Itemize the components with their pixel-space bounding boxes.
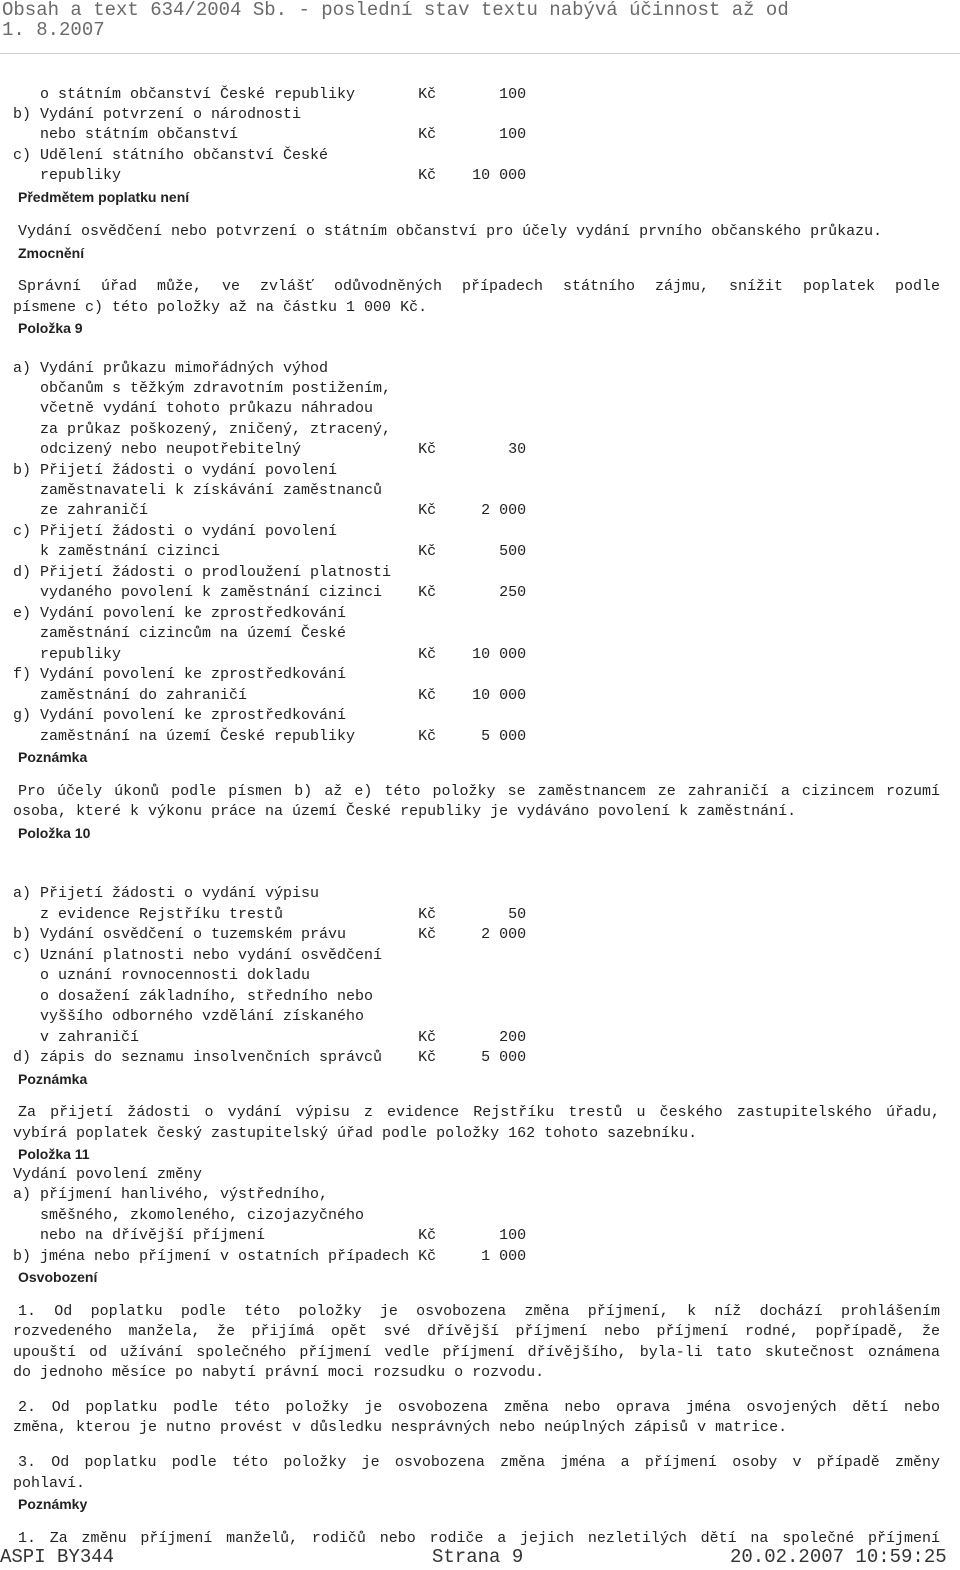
text-line: vybírá poplatek český zastupitelský úřad podle položky 162 tohoto sazebníku. [13, 1125, 698, 1142]
section-heading: Poznámka [18, 749, 88, 765]
text-line: b) Vydání osvědčení o tuzemském právu Kč 2 000 [13, 926, 527, 943]
text-line: d) zápis do seznamu insolvenčních správců Kč 5 000 [13, 1049, 527, 1066]
text-line: 1. Od poplatku podle této položky je osvobozena změna příjmení, k níž dochází prohlášením [18, 1303, 940, 1320]
section-heading: Položka 11 [18, 1146, 90, 1162]
text-line: g) Vydání povolení ke zprostředkování [13, 707, 347, 724]
text-line: nebo na dřívější příjmení Kč 100 [13, 1227, 527, 1244]
header-divider [0, 53, 960, 54]
text-line: 1. Za změnu příjmení manželů, rodičů nebo rodiče a jejich nezletilých dětí na společné příjmení [18, 1530, 940, 1547]
text-line: zaměstnání cizincům na území České [13, 625, 347, 642]
text-line: odcizený nebo neupotřebitelný Kč 30 [13, 441, 527, 458]
text-line: ze zahraničí Kč 2 000 [13, 502, 527, 519]
text-line: směšného, zkomoleného, cizojazyčného [13, 1207, 365, 1224]
text-line: zaměstnavateli k získávání zaměstnanců [13, 482, 383, 499]
text-line: f) Vydání povolení ke zprostředkování [13, 666, 347, 683]
section-heading: Položka 10 [18, 825, 91, 841]
text-line: změna, kterou je nutno provést v důsledku nesprávných nebo neúplných zápisů v matrice. [13, 1419, 788, 1436]
text-line: pohlaví. [13, 1475, 86, 1492]
text-line: republiky Kč 10 000 [13, 646, 527, 663]
text-line: osoba, které k výkonu práce na území České republiky je vydáváno povolení k zaměstnání. [13, 803, 797, 820]
text-line: b) jména nebo příjmení v ostatních případech Kč 1 000 [13, 1248, 527, 1265]
text-line: vydaného povolení k zaměstnání cizinci Kč 250 [13, 584, 527, 601]
text-line: b) Vydání potvrzení o národnosti [13, 106, 302, 123]
text-line: o státním občanství České republiky Kč 100 [13, 86, 527, 103]
text-line: d) Přijetí žádosti o prodloužení platnosti [13, 564, 392, 581]
text-line: republiky Kč 10 000 [13, 167, 527, 184]
text-line: Vydání osvědčení nebo potvrzení o státním občanství pro účely vydání prvního občanského průkazu. [18, 223, 883, 240]
section-heading: Zmocnění [18, 245, 85, 261]
section-heading: Osvobození [18, 1269, 98, 1285]
text-line: za průkaz poškozený, zničený, ztracený, [13, 421, 392, 438]
text-line: z evidence Rejstříku trestů Kč 50 [13, 906, 527, 923]
text-line: zaměstnání do zahraničí Kč 10 000 [13, 687, 527, 704]
text-line: 2. Od poplatku podle této položky je osvobozena změna nebo oprava jména osvojených dětí nebo [18, 1399, 940, 1416]
text-line: do jednoho měsíce po nabytí právní moci rozsudku o rozvodu. [13, 1364, 545, 1381]
document-header-title: Obsah a text 634/2004 Sb. - poslední stav textu nabývá účinnost až od 1. 8.2007 [2, 0, 789, 41]
text-line: nebo státním občanství Kč 100 [13, 126, 527, 143]
text-line: c) Uznání platnosti nebo vydání osvědčení [13, 947, 383, 964]
text-line: 3. Od poplatku podle této položky je osvobozena změna jména a příjmení osoby v případě změny [18, 1454, 940, 1471]
text-line: občanům s těžkým zdravotním postižením, [13, 380, 392, 397]
text-line: k zaměstnání cizinci Kč 500 [13, 543, 527, 560]
section-heading: Poznámky [18, 1496, 88, 1512]
text-line: b) Přijetí žádosti o vydání povolení [13, 462, 338, 479]
text-line: a) Vydání průkazu mimořádných výhod [13, 360, 329, 377]
footer-document-id: ASPI BY344 [0, 1546, 115, 1568]
text-line: zaměstnání na území České republiky Kč 5 000 [13, 728, 527, 745]
section-heading: Poznámka [18, 1071, 88, 1087]
text-line: c) Udělení státního občanství České [13, 147, 329, 164]
text-line: včetně vydání tohoto průkazu náhradou [13, 400, 374, 417]
text-line: o dosažení základního, středního nebo [13, 988, 374, 1005]
text-line: v zahraničí Kč 200 [13, 1029, 527, 1046]
text-line: Vydání povolení změny [13, 1166, 203, 1183]
text-line: upouští od užívání společného příjmení vedle příjmení dřívějšího, byla-li tato skutečnost oznámena [13, 1344, 940, 1361]
text-line: a) Přijetí žádosti o vydání výpisu [13, 885, 320, 902]
text-line: o uznání rovnocennosti dokladu [13, 967, 311, 984]
text-line: rozvedeného manžela, že přijímá opět své dřívější příjmení nebo příjmení rodné, popřípadě, že [13, 1323, 940, 1340]
text-line: vyššího odborného vzdělání získaného [13, 1008, 365, 1025]
text-line: písmene c) této položky až na částku 1 000 Kč. [13, 299, 428, 316]
section-heading: Předmětem poplatku není [18, 189, 190, 205]
text-line: a) příjmení hanlivého, výstředního, [13, 1186, 329, 1203]
text-line: Za přijetí žádosti o vydání výpisu z evidence Rejstříku trestů u českého zastupitelského úřadu, [18, 1104, 940, 1121]
footer-timestamp: 20.02.2007 10:59:25 [730, 1546, 947, 1568]
text-line: Správní úřad může, ve zvlášť odůvodněných případech státního zájmu, snížit poplatek podle [18, 278, 940, 295]
section-heading: Položka 9 [18, 320, 83, 336]
footer-page-number: Strana 9 [432, 1546, 524, 1568]
text-line: c) Přijetí žádosti o vydání povolení [13, 523, 338, 540]
text-line: e) Vydání povolení ke zprostředkování [13, 605, 347, 622]
text-line: Pro účely úkonů podle písmen b) až e) této položky se zaměstnancem ze zahraničí a cizincem rozumí [18, 783, 940, 800]
